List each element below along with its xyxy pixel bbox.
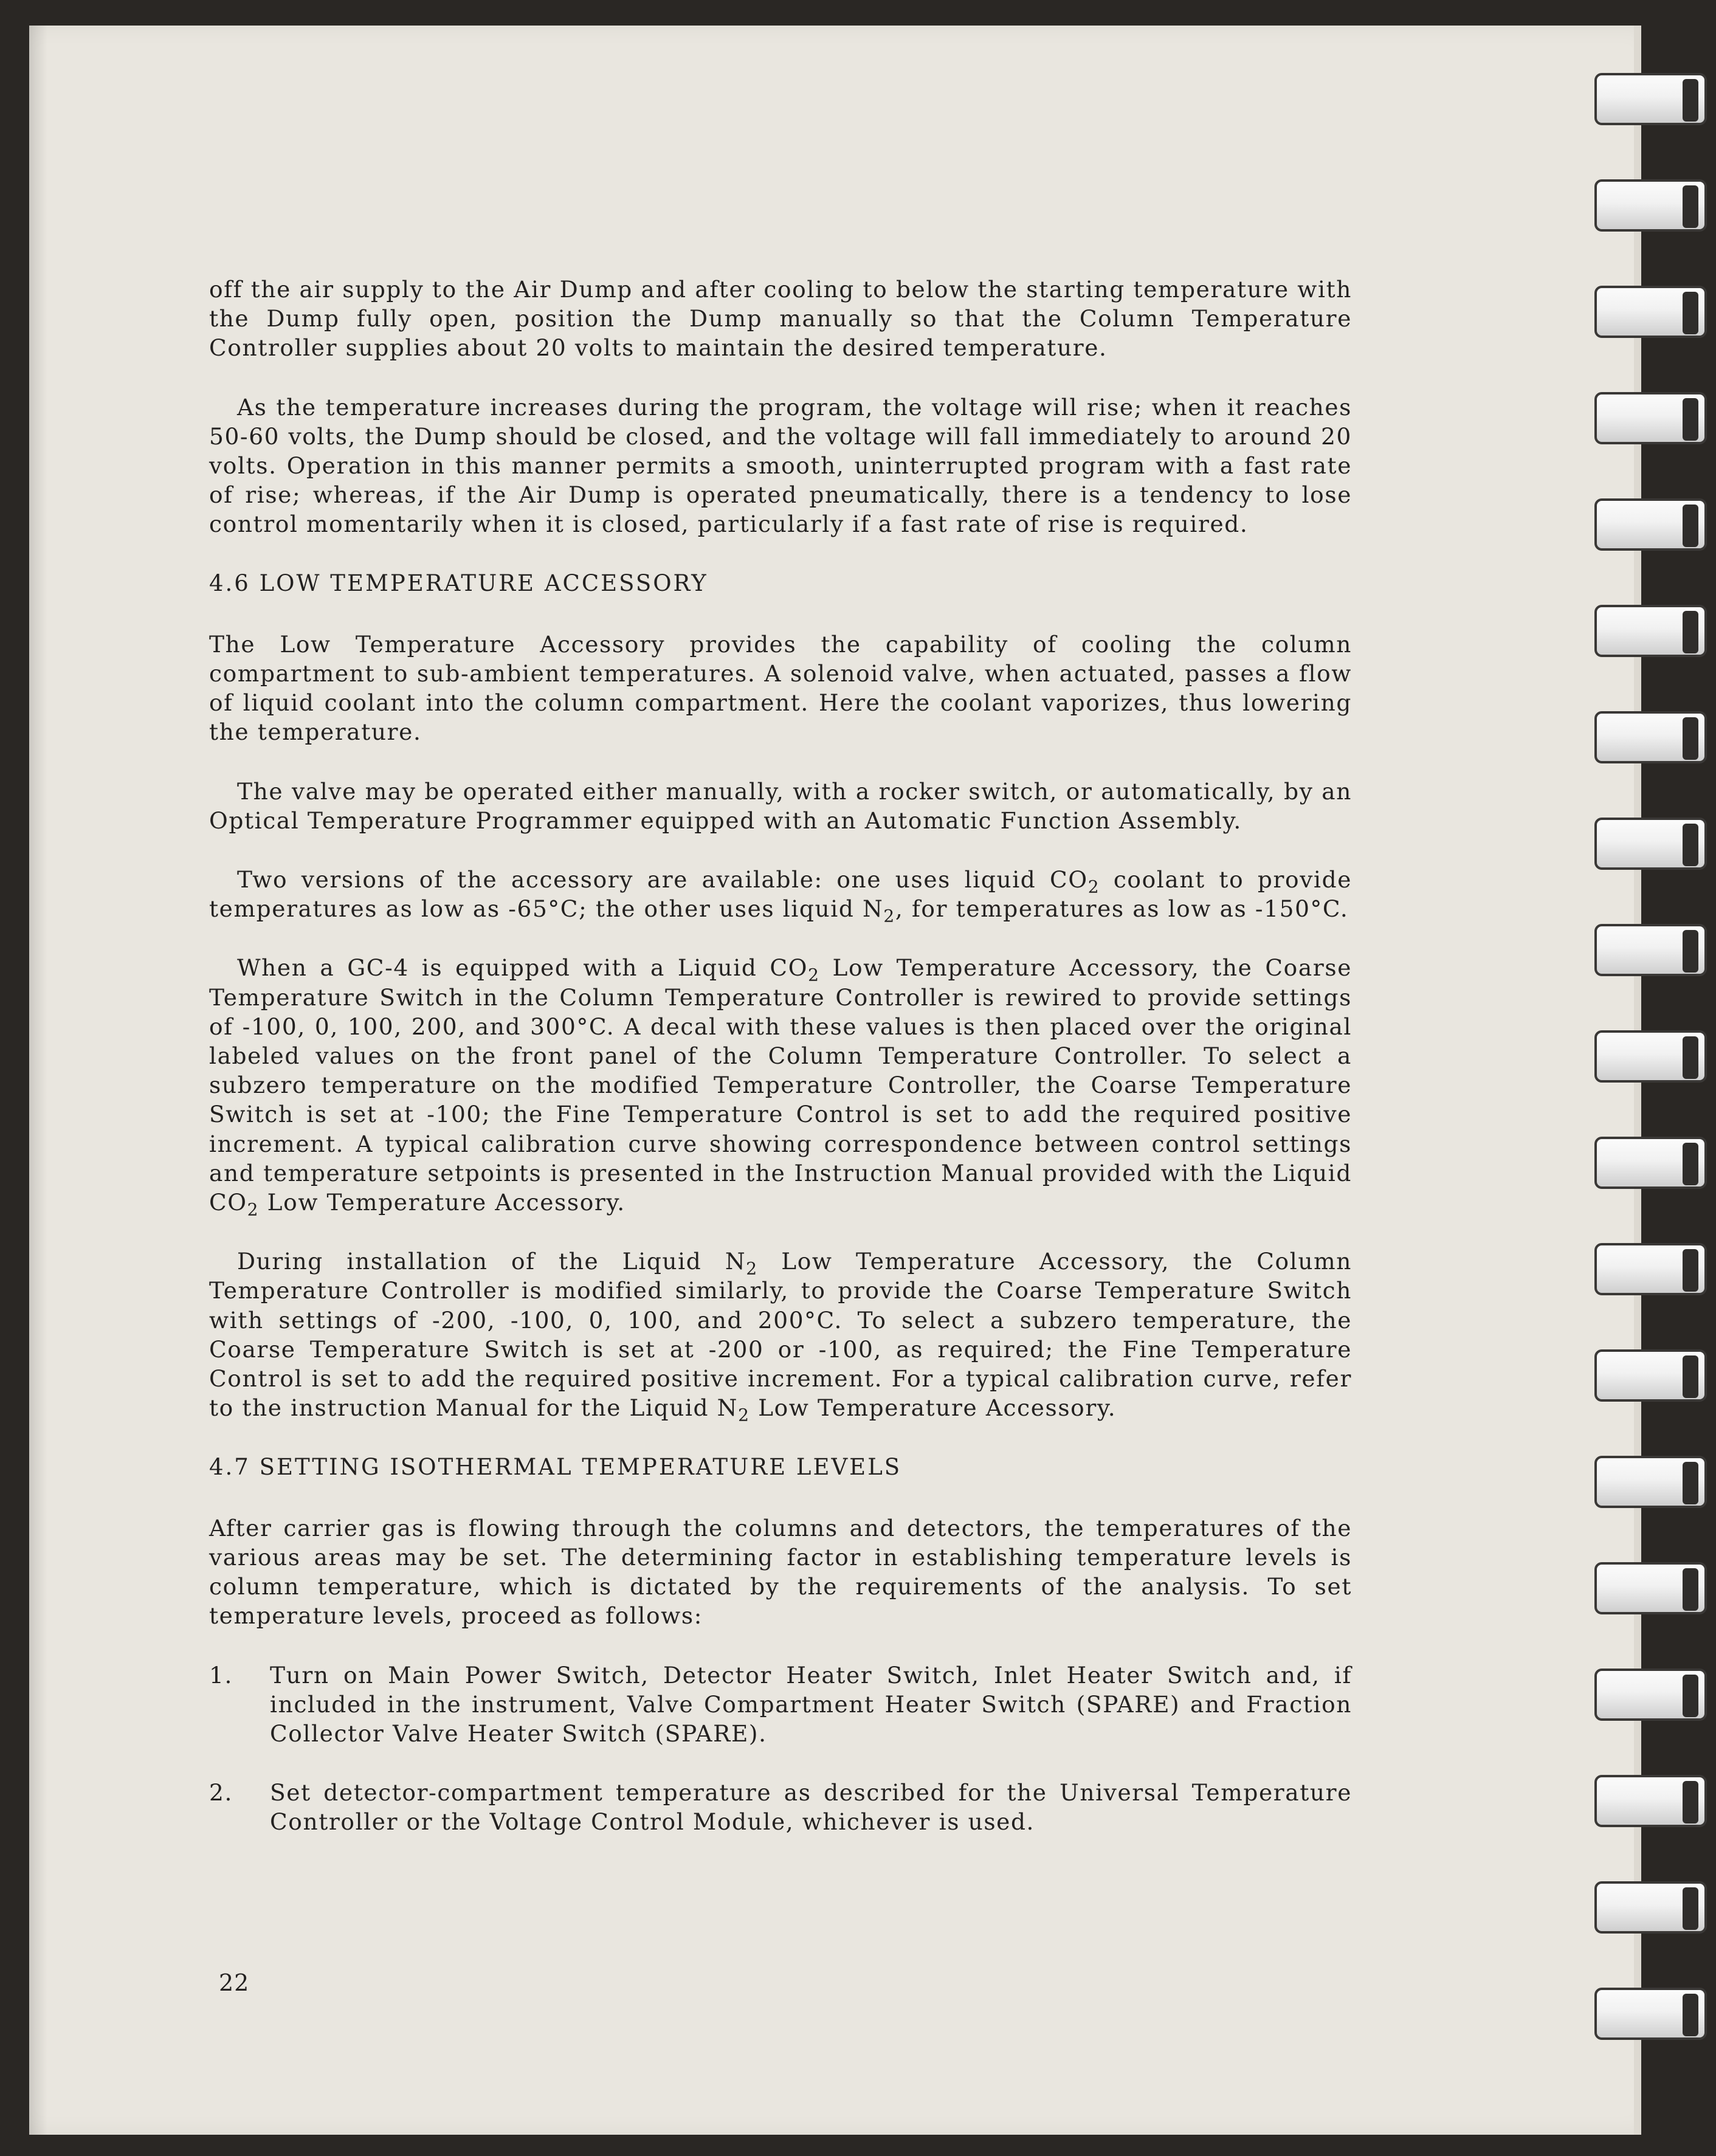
binding-coil <box>1594 924 1707 976</box>
binding-coil <box>1594 1243 1707 1295</box>
subscript: 2 <box>883 906 895 926</box>
text-segment: Low Temperature Accessory. <box>267 1189 625 1216</box>
binding-coil <box>1594 605 1707 657</box>
text-segment: When a GC-4 is equipped with a Liquid CO <box>237 954 808 982</box>
document-page <box>29 26 1664 2135</box>
text-segment: Low Temperature Accessory, the Column Temperature Controller is modified similarly, to provide the Coarse Temperature Switch with settings of -200, -100, 0, 100, and 200°C. To select a subzero temperature, the Coarse Temperature Switch is set at -200 or -100, as required; the Fine Temperature Control is set to add the required positive increment. For a typical calibration curve, refer to the instruction Manual for the Liquid N <box>209 1248 1352 1422</box>
binding-coil <box>1594 498 1707 551</box>
binding-coil <box>1594 286 1707 338</box>
binding-coil <box>1594 392 1707 444</box>
binding-coil <box>1594 1881 1707 1934</box>
binding-coil <box>1594 1562 1707 1614</box>
section-heading-4-7: 4.7 SETTING ISOTHERMAL TEMPERATURE LEVELS <box>209 1453 902 1480</box>
subscript: 2 <box>808 965 820 985</box>
text-segment: coolant to provide temperatures as low as -65°C; the other uses liquid N <box>209 866 1352 923</box>
list-number: 2. <box>209 1779 233 1806</box>
binding-coil <box>1594 1137 1707 1189</box>
list-text: Set detector-compartment temperature as described for the Universal Temperature Controller or the Voltage Control Module, whichever is used. <box>270 1779 1352 1836</box>
paragraph <box>209 865 1352 926</box>
spiral-binding <box>1583 0 1716 2156</box>
text-segment: Low Temperature Accessory. <box>758 1394 1117 1422</box>
paragraph: The valve may be operated either manually, with a rocker switch, or automatically, by an Optical Temperature Programmer equipped with an Automatic Function Assembly. <box>209 777 1352 834</box>
binding-coil <box>1594 1349 1707 1402</box>
text-segment: Two versions of the accessory are available: one uses liquid CO <box>237 866 1088 894</box>
subscript: 2 <box>1087 877 1100 897</box>
binding-coil <box>1594 1456 1707 1508</box>
subscript: 2 <box>746 1258 758 1279</box>
paragraph <box>209 1247 1352 1425</box>
subscript: 2 <box>247 1199 260 1220</box>
subscript: 2 <box>738 1405 750 1425</box>
binding-coil <box>1594 818 1707 870</box>
paragraph <box>209 953 1352 1220</box>
paragraph: The Low Temperature Accessory provides the capability of cooling the column compartment to sub-ambient temperatures. A solenoid valve, when actuated, passes a flow of liquid coolant into the column compartment. Here the coolant vaporizes, thus lowering the temperature. <box>209 630 1352 746</box>
paragraph: off the air supply to the Air Dump and after cooling to below the starting temperature with the Dump fully open, position the Dump manually so that the Column Temperature Controller supplies about 20 volts to maintain the desired temperature. <box>209 276 1352 362</box>
text-segment: Low Temperature Accessory, the Coarse Temperature Switch in the Column Temperature Controller is rewired to provide settings of -100, 0, 100, 200, and 300°C. A decal with these values is then placed over the original labeled values on the front panel of the Column Temperature Controller. To select a subzero temperature on the modified Temperature Controller, the Coarse Temperature Switch is set at -100; the Fine Temperature Control is set to add the required positive increment. A typical calibration curve showing correspondence between control settings and temperature setpoints is presented in the Instruction Manual provided with the Liquid CO <box>209 954 1352 1216</box>
binding-coil <box>1594 1669 1707 1721</box>
list-item <box>209 1661 1352 1749</box>
list-number: 1. <box>209 1661 233 1689</box>
paragraph: As the temperature increases during the program, the voltage will rise; when it reaches 50-60 volts, the Dump should be closed, and the voltage will fall immediately to around 20 volts. Operation in this manner permits a smooth, uninterrupted program with a fast rate of rise; whereas, if the Air Dump is operated pneumatically, there is a tendency to lose control momentarily when it is closed, particularly if a fast rate of rise is required. <box>209 393 1352 538</box>
list-item <box>209 1778 1352 1836</box>
binding-coil <box>1594 1775 1707 1827</box>
body-text <box>209 275 1352 1867</box>
binding-coil <box>1594 179 1707 232</box>
section-heading-4-6: 4.6 LOW TEMPERATURE ACCESSORY <box>209 570 708 596</box>
list-text: Turn on Main Power Switch, Detector Heater Switch, Inlet Heater Switch and, if included in the instrument, Valve Compartment Heater Switch (SPARE) and Fraction Collector Valve Heater Switch (SPARE). <box>270 1661 1352 1747</box>
binding-coil <box>1594 1988 1707 2040</box>
binding-coil <box>1594 73 1707 125</box>
binding-coil <box>1594 711 1707 763</box>
page-number: 22 <box>219 1969 250 1996</box>
page-edge-shadow <box>29 26 47 2135</box>
text-segment: During installation of the Liquid N <box>237 1248 746 1275</box>
text-segment: , for temperatures as low as -150°C. <box>895 895 1349 923</box>
paragraph: After carrier gas is flowing through the columns and detectors, the temperatures of the various areas may be set. The determining factor in establishing temperature levels is column temperature, which is dictated by the requirements of the analysis. To set temperature levels, proceed as follows: <box>209 1514 1352 1630</box>
binding-coil <box>1594 1030 1707 1083</box>
